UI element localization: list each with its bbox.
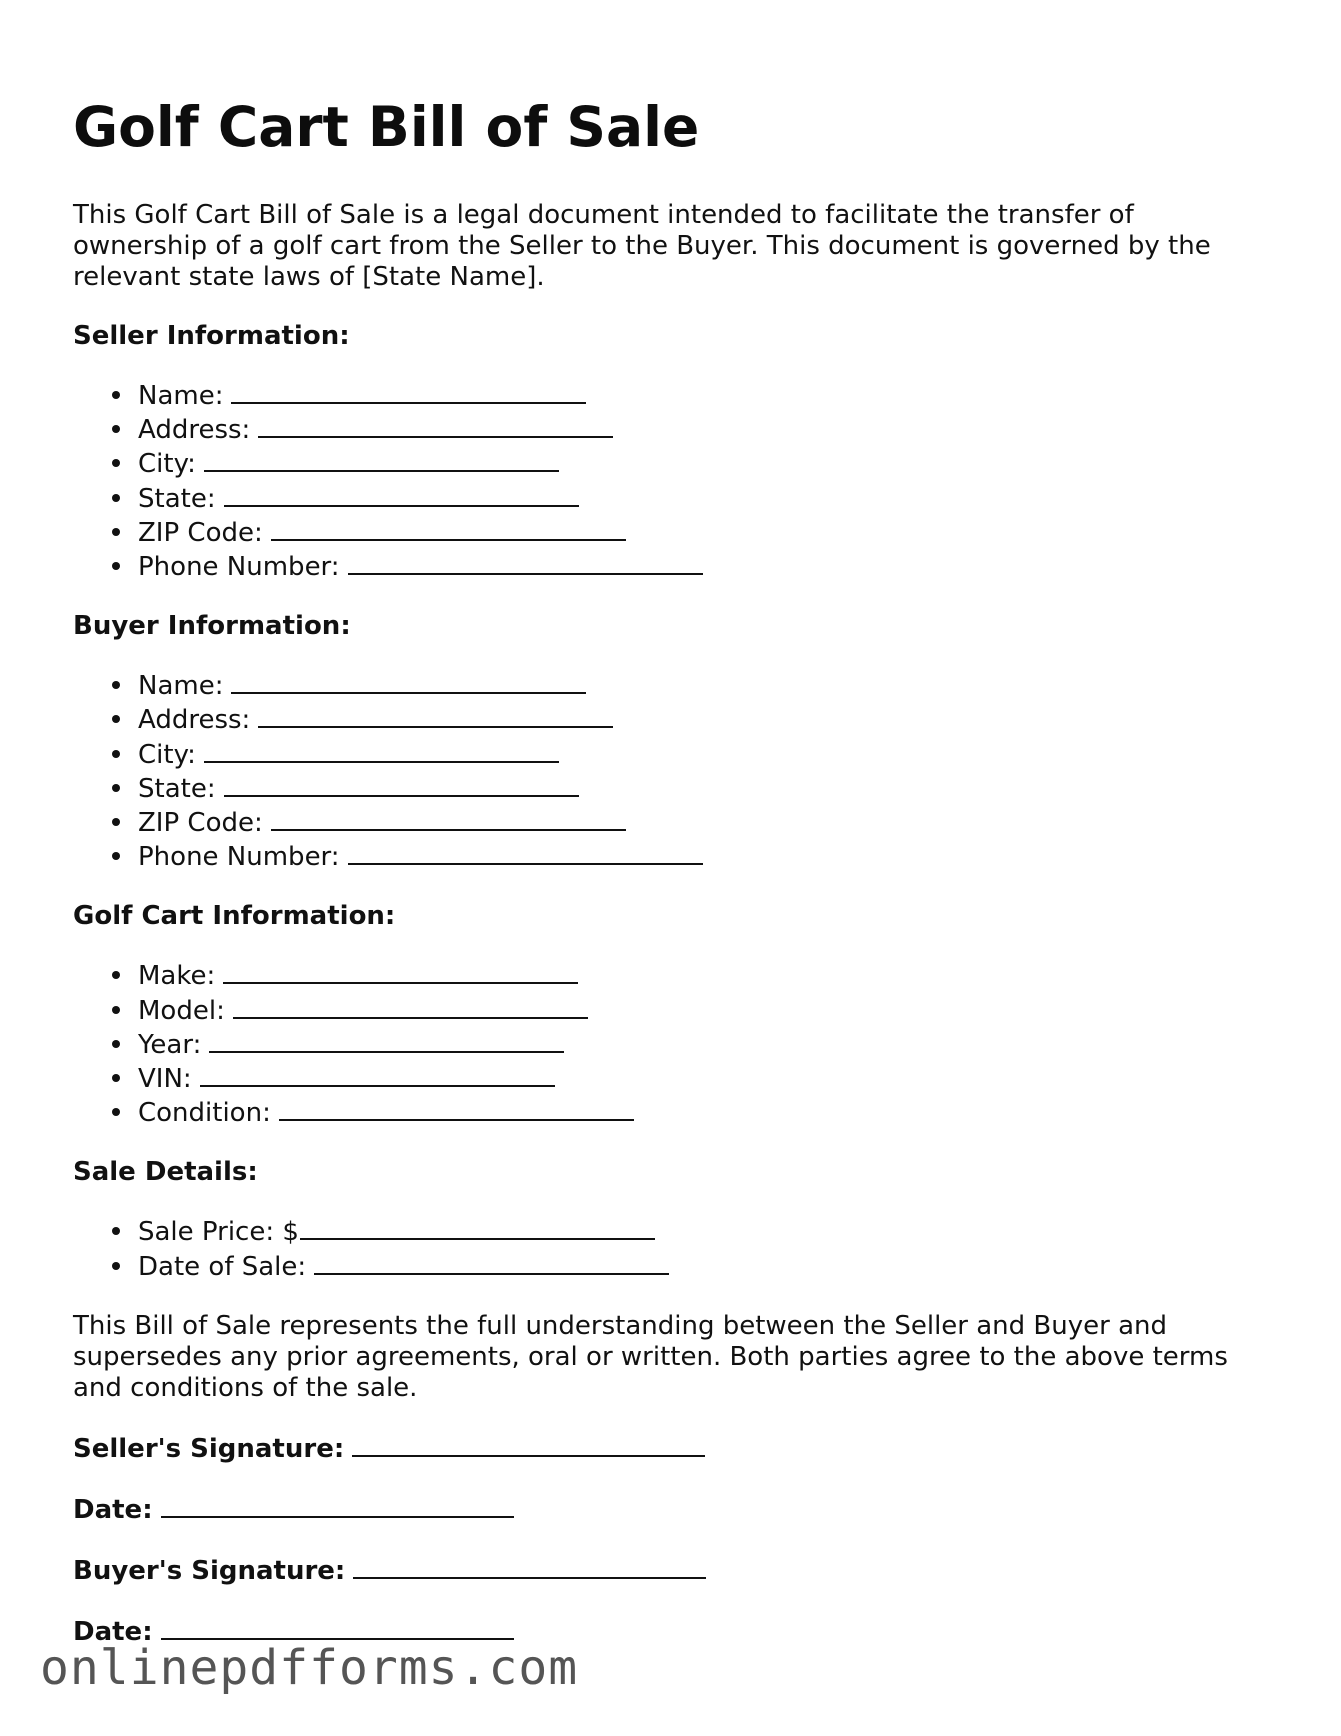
watermark-text: onlinepdfforms.com	[40, 1640, 579, 1696]
sale-date-item	[138, 1249, 1273, 1283]
seller-name-field[interactable]	[231, 378, 586, 404]
seller-state-item	[138, 481, 1273, 515]
seller-date-label: Date:	[73, 1494, 153, 1525]
cart-condition-label: Condition:	[138, 1098, 271, 1129]
seller-name-label: Name:	[138, 381, 224, 411]
buyer-name-item	[138, 668, 1273, 702]
cart-condition-field[interactable]	[279, 1095, 634, 1121]
sale-date-field[interactable]	[314, 1249, 669, 1275]
seller-signature-label: Seller's Signature:	[73, 1433, 345, 1464]
seller-date-field[interactable]	[161, 1492, 514, 1518]
buyer-date-label: Date:	[73, 1616, 153, 1647]
cart-model-label: Model:	[138, 995, 225, 1026]
buyer-zip-label: ZIP Code:	[138, 808, 263, 839]
seller-address-item	[138, 412, 1273, 446]
cart-condition-item	[138, 1095, 1273, 1129]
seller-phone-field[interactable]	[348, 549, 703, 575]
buyer-name-label: Name:	[138, 671, 224, 702]
seller-zip-field[interactable]	[271, 515, 626, 541]
cart-model-field[interactable]	[233, 993, 588, 1019]
seller-phone-label: Phone Number:	[138, 552, 340, 583]
seller-zip-item	[138, 515, 1273, 549]
buyer-address-item	[138, 702, 1273, 736]
sale-section-heading: Sale Details:	[73, 1157, 258, 1188]
buyer-signature-label: Buyer's Signature:	[73, 1555, 346, 1586]
buyer-state-field[interactable]	[224, 771, 579, 797]
buyer-phone-label: Phone Number:	[138, 842, 340, 873]
cart-make-label: Make:	[138, 961, 216, 992]
buyer-name-field[interactable]	[231, 668, 586, 694]
buyer-address-label: Address:	[138, 705, 251, 736]
page-title: Golf Cart Bill of Sale	[73, 95, 700, 159]
seller-phone-item	[138, 549, 1273, 583]
seller-address-field[interactable]	[258, 412, 613, 438]
buyer-state-label: State:	[138, 773, 216, 804]
cart-year-label: Year:	[138, 1029, 202, 1060]
seller-city-field[interactable]	[204, 446, 559, 472]
cart-vin-field[interactable]	[200, 1061, 555, 1087]
sale-date-label: Date of Sale:	[138, 1251, 307, 1282]
seller-state-label: State:	[138, 483, 216, 514]
buyer-state-item	[138, 771, 1273, 805]
seller-date-line	[73, 1492, 1273, 1526]
intro-paragraph: This Golf Cart Bill of Sale is a legal document intended to facilitate the transfer of ownership of a golf cart from the Seller to the Buyer. This document is governed by the relevant state laws of [State Name].	[73, 200, 1211, 292]
cart-fields-list	[73, 958, 1273, 1129]
seller-section-heading: Seller Information:	[73, 321, 350, 351]
buyer-city-label: City:	[138, 739, 196, 770]
cart-make-item	[138, 958, 1273, 992]
buyer-signature-line	[73, 1553, 1273, 1587]
cart-vin-item	[138, 1061, 1273, 1095]
buyer-signature-field[interactable]	[353, 1553, 706, 1579]
bill-of-sale-document	[73, 90, 1273, 1648]
seller-state-field[interactable]	[224, 481, 579, 507]
seller-city-item	[138, 446, 1273, 480]
buyer-city-field[interactable]	[204, 737, 559, 763]
sale-price-field[interactable]	[300, 1214, 655, 1240]
seller-zip-label: ZIP Code:	[138, 517, 263, 548]
buyer-date-field[interactable]	[161, 1614, 514, 1640]
cart-vin-label: VIN:	[138, 1064, 192, 1095]
seller-signature-field[interactable]	[352, 1431, 705, 1457]
seller-signature-line	[73, 1431, 1273, 1465]
sale-price-item	[138, 1214, 1273, 1248]
closing-paragraph: This Bill of Sale represents the full understanding between the Seller and Buyer and supersedes any prior agreements, oral or written. Both parties agree to the above terms and conditions of the sale.	[73, 1310, 1228, 1403]
cart-year-item	[138, 1027, 1273, 1061]
buyer-zip-field[interactable]	[271, 805, 626, 831]
buyer-zip-item	[138, 805, 1273, 839]
seller-name-item	[138, 378, 1273, 412]
buyer-city-item	[138, 737, 1273, 771]
seller-city-label: City:	[138, 449, 196, 480]
buyer-fields-list	[73, 668, 1273, 873]
sale-price-label: Sale Price: $	[138, 1217, 299, 1248]
buyer-address-field[interactable]	[258, 702, 613, 728]
buyer-phone-field[interactable]	[348, 839, 703, 865]
sale-fields-list	[73, 1214, 1273, 1282]
seller-fields-list	[73, 378, 1273, 583]
cart-section-heading: Golf Cart Information:	[73, 901, 396, 932]
cart-year-field[interactable]	[209, 1027, 564, 1053]
cart-make-field[interactable]	[223, 958, 578, 984]
seller-address-label: Address:	[138, 415, 251, 446]
cart-model-item	[138, 993, 1273, 1027]
buyer-section-heading: Buyer Information:	[73, 611, 351, 642]
buyer-phone-item	[138, 839, 1273, 873]
